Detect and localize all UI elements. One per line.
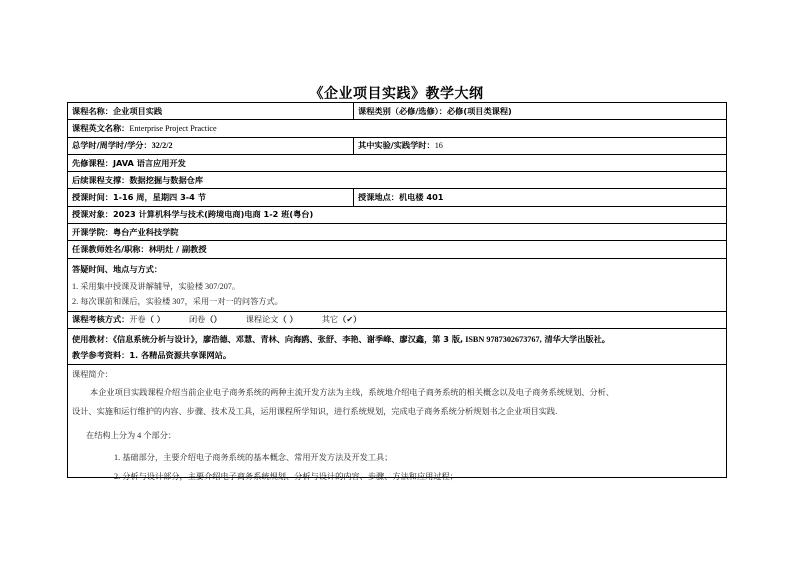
references-line — [72, 347, 722, 364]
qa-item: 1. 采用集中授课及讲解辅导，实验楼 307/207。 — [72, 281, 241, 291]
cell-schedule — [68, 189, 354, 205]
cell-followup — [68, 172, 726, 188]
row-followup — [68, 172, 726, 189]
teacher-label: 任课教师姓名/职称： — [72, 244, 149, 255]
cell-college — [68, 224, 726, 240]
english-name-value: Enterprise Project Practice — [129, 123, 217, 133]
lab-hours-value: 16 — [434, 141, 443, 151]
row-course-name — [68, 103, 726, 120]
option-label: 闭卷 — [188, 315, 206, 325]
followup-label: 后续课程支撑： — [72, 174, 130, 185]
structure-part: 1. 基础部分，主要介绍电子商务系统的基本概念、常用开发方法及开发工具； — [114, 452, 393, 462]
cell-course-type — [354, 103, 726, 119]
option-mark: （ ） — [278, 314, 298, 325]
cell-audience — [68, 207, 726, 223]
schedule-label: 授课时间： — [72, 192, 113, 203]
option-label: 其它 — [321, 315, 339, 325]
teacher-value: 林明灶 / 副教授 — [148, 244, 207, 255]
location-value: 机电楼 401 — [398, 192, 444, 203]
qa-label: 答疑时间、地点与方式： — [72, 263, 163, 274]
row-prerequisite — [68, 155, 726, 172]
intro-label: 课程简介： — [72, 369, 113, 379]
intro-paragraph-line: 本企业项目实践课程介绍当前企业电子商务系统的两种主流开发方法为主线，系统地介绍电子商务系统的相关概念以及电子商务系统规划、分析、 — [90, 387, 615, 397]
course-name-label: 课程名称： — [72, 105, 113, 116]
textbook-value: 《信息系统分析与设计》，廖浩德、邓慧、青林、向海鸥、张舒、李艳、谢季峰、廖汉鑫，第 3 版, — [112, 333, 464, 344]
cell-materials — [68, 329, 726, 364]
cell-intro — [68, 365, 726, 481]
location-label: 授课地点： — [358, 192, 399, 203]
lab-hours-label: 其中实验/实践学时： — [358, 140, 435, 151]
option-label: 开卷 — [129, 315, 146, 325]
assessment-option-paper — [246, 314, 298, 325]
college-value: 粤台产业科技学院 — [112, 226, 179, 237]
checkmark-icon: （✔） — [338, 314, 362, 325]
intro-paragraph-line: 设计、实施和运行维护的内容、步骤、技术及工具，运用课程所学知识，进行系统规划，完成电子商务系统分析规划书之企业项目实践. — [72, 406, 558, 416]
row-hours — [68, 138, 726, 155]
followup-value: 数据挖掘与数据仓库 — [129, 174, 204, 185]
prerequisite-label: 先修课程： — [72, 157, 113, 168]
college-label: 开课学院： — [72, 226, 113, 237]
row-schedule — [68, 189, 726, 206]
cell-lab-hours — [354, 138, 726, 154]
assessment-label: 课程考核方式： — [72, 314, 130, 325]
row-materials — [68, 329, 726, 365]
audience-value: 2023 计算机科学与技术(跨境电商)电商 1-2 班(粤台) — [112, 209, 314, 220]
cell-course-name — [68, 103, 354, 119]
cell-location — [354, 189, 726, 205]
row-audience — [68, 207, 726, 224]
course-type-value: 必修(项目类课程) — [446, 105, 512, 116]
hours-label: 总学时/周学时/学分： — [72, 140, 152, 151]
hours-value: 32/2/2 — [151, 141, 173, 151]
row-assessment — [68, 312, 726, 329]
cell-prerequisite — [68, 155, 726, 171]
cell-assessment — [68, 312, 726, 328]
row-qa — [68, 259, 726, 312]
structure-intro: 在结构上分为 4 个部分： — [86, 430, 177, 440]
textbook-publisher: 清华大学出版社。 — [541, 333, 610, 344]
references-value: 1. 各精品资源共享课网站。 — [129, 349, 232, 360]
textbook-isbn: ISBN 9787302673767, — [463, 334, 542, 344]
textbook-line — [72, 331, 722, 348]
option-mark: （ ） — [145, 314, 165, 325]
cell-hours — [68, 138, 354, 154]
row-intro — [68, 365, 726, 481]
textbook-label: 使用教材： — [72, 333, 113, 344]
structure-part: 2. 分析与设计部分，主要介绍电子商务系统规划、分析与设计的内容、步骤、方法和应用过程； — [114, 471, 458, 481]
syllabus-table — [67, 102, 727, 481]
schedule-value: 1-16 周，星期四 3-4 节 — [112, 192, 206, 203]
qa-item: 2. 每次课前和课后，实验楼 307，采用一对一的问答方式。 — [72, 296, 283, 306]
course-type-label: 课程类别（必修/选修）： — [358, 105, 447, 116]
assessment-option-open-book — [129, 314, 165, 325]
assessment-option-closed-book — [189, 314, 222, 325]
course-name-value: 企业项目实践 — [112, 105, 163, 116]
assessment-option-other — [322, 314, 362, 325]
cell-teacher — [68, 241, 726, 257]
option-mark: （） — [205, 314, 222, 325]
row-teacher — [68, 241, 726, 258]
option-label: 课程论文 — [245, 315, 279, 325]
references-label: 教学参考资料： — [72, 349, 130, 360]
english-name-label: 课程英文名称： — [72, 122, 130, 133]
row-college — [68, 224, 726, 241]
cell-qa — [68, 259, 726, 311]
audience-label: 授课对象： — [72, 209, 113, 220]
prerequisite-value: JAVA 语言应用开发 — [112, 157, 186, 168]
page-title: 《企业项目实践》教学大纲 — [309, 86, 484, 102]
cell-english-name — [68, 120, 726, 136]
row-english-name — [68, 120, 726, 137]
